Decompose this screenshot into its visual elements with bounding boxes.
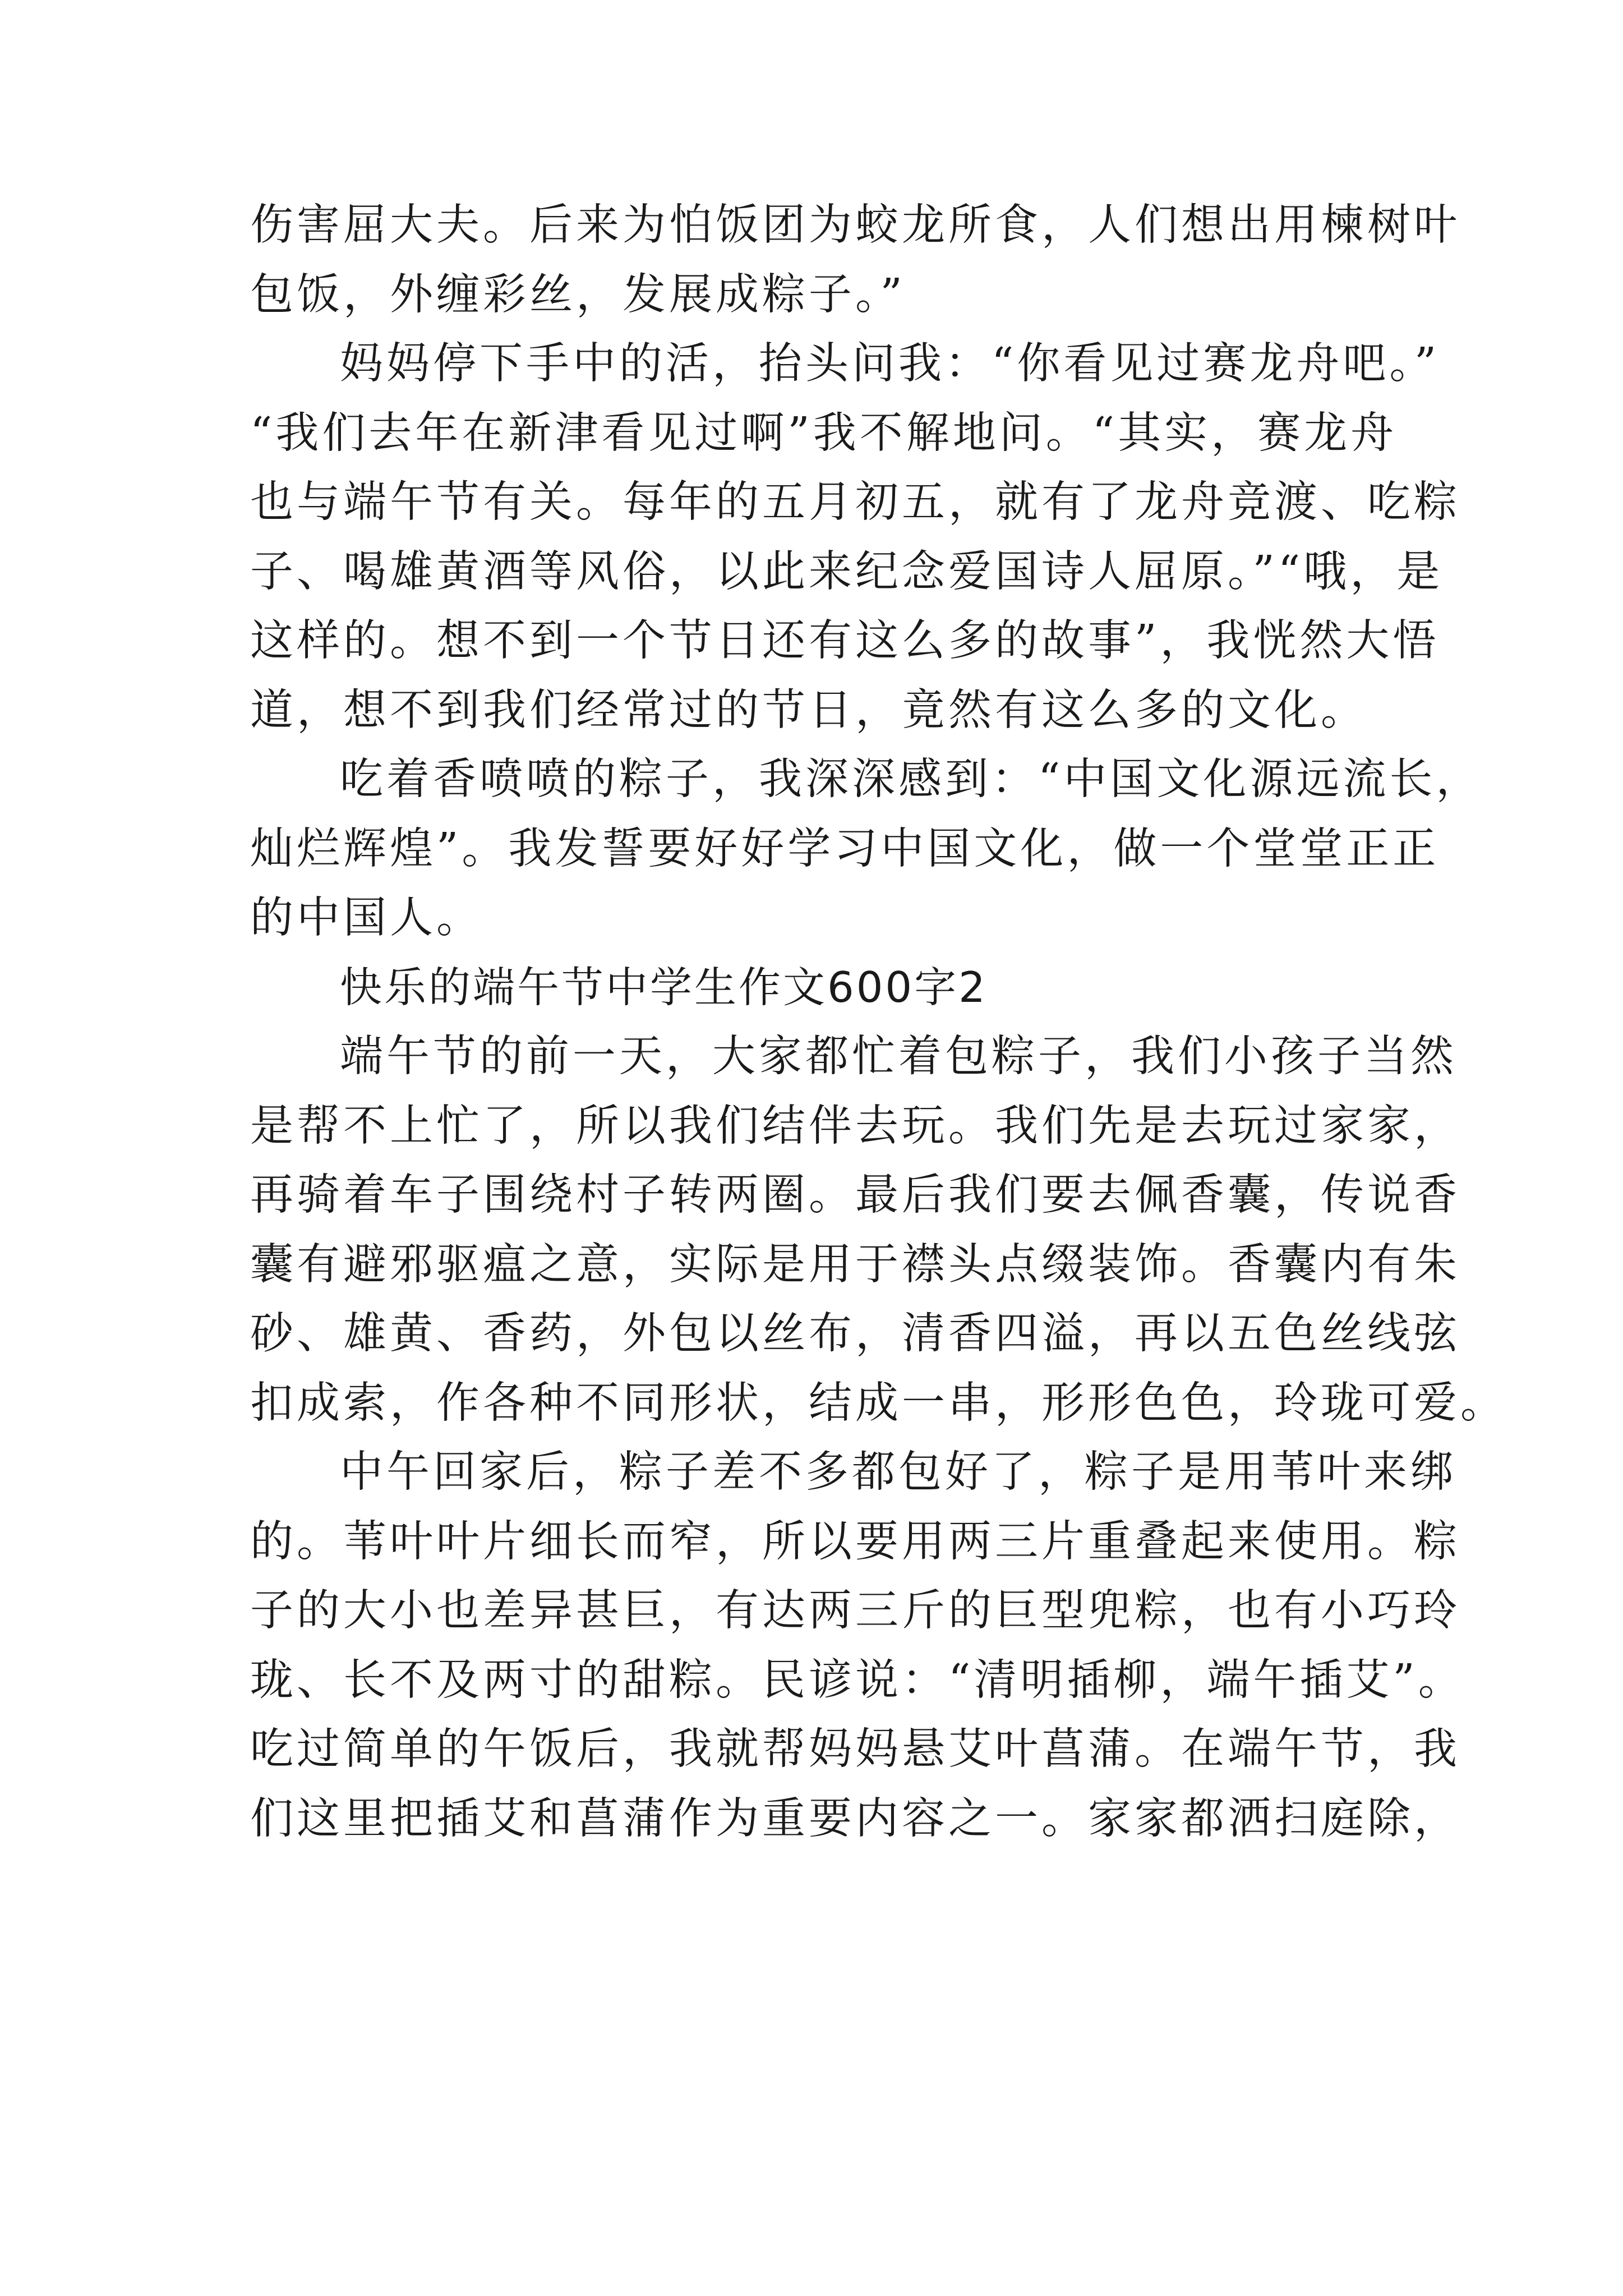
text-line: 伤害屈大夫。后来为怕饭团为蛟龙所食，人们想出用楝树叶 <box>250 200 1460 250</box>
paragraph-start-line: 妈妈停下手中的活，抬头问我：“你看见过赛龙舟吧。” <box>340 339 1440 389</box>
text-line: 包饭，外缠彩丝，发展成粽子。” <box>250 269 906 320</box>
text-line: 砂、雄黄、香药，外包以丝布，清香四溢，再以五色丝线弦 <box>250 1309 1460 1359</box>
paragraph-start-line: 端午节的前一天，大家都忙着包粽子，我们小孩子当然 <box>340 1032 1457 1082</box>
body-text <box>250 191 1507 1853</box>
text-line: 道，想不到我们经常过的节日，竟然有这么多的文化。 <box>250 685 1367 735</box>
text-line: 的。苇叶叶片细长而窄，所以要用两三片重叠起来使用。粽 <box>250 1516 1460 1567</box>
text-line: 吃过简单的午饭后，我就帮妈妈悬艾叶菖蒲。在端午节，我 <box>250 1724 1460 1774</box>
text-line: 扣成索，作各种不同形状，结成一串，形形色色，玲珑可爱。 <box>250 1378 1507 1428</box>
paragraph-start-line: 中午回家后，粽子差不多都包好了，粽子是用苇叶来绑 <box>340 1447 1457 1497</box>
text-line: 这样的。想不到一个节日还有这么多的故事”，我恍然大悟 <box>250 616 1440 666</box>
paragraph-start-line: 吃着香喷喷的粽子，我深深感到：“中国文化源远流长， <box>340 754 1483 804</box>
text-line: “我们去年在新津看见过啊”我不解地问。“其实，赛龙舟 <box>250 408 1398 458</box>
text-line: 囊有避邪驱瘟之意，实际是用于襟头点缀装饰。香囊内有朱 <box>250 1239 1460 1290</box>
text-line: 也与端午节有关。每年的五月初五，就有了龙舟竞渡、吃粽 <box>250 477 1460 527</box>
text-line: 再骑着车子围绕村子转两圈。最后我们要去佩香囊，传说香 <box>250 1170 1460 1220</box>
text-line: 灿烂辉煌”。我发誓要好好学习中国文化，做一个堂堂正正 <box>250 823 1440 874</box>
text-line: 子的大小也差异甚巨，有达两三斤的巨型兜粽，也有小巧玲 <box>250 1586 1460 1636</box>
section-heading: 快乐的端午节中学生作文600字2 <box>340 962 988 1012</box>
text-line: 的中国人。 <box>250 893 483 943</box>
text-line: 珑、长不及两寸的甜粽。民谚说：“清明插柳，端午插艾”。 <box>250 1655 1465 1705</box>
text-line: 子、喝雄黄酒等风俗，以此来纪念爱国诗人屈原。”“哦，是 <box>250 546 1444 597</box>
text-line: 们这里把插艾和菖蒲作为重要内容之一。家家都洒扫庭除， <box>250 1793 1460 1844</box>
text-line: 是帮不上忙了，所以我们结伴去玩。我们先是去玩过家家， <box>250 1101 1460 1151</box>
